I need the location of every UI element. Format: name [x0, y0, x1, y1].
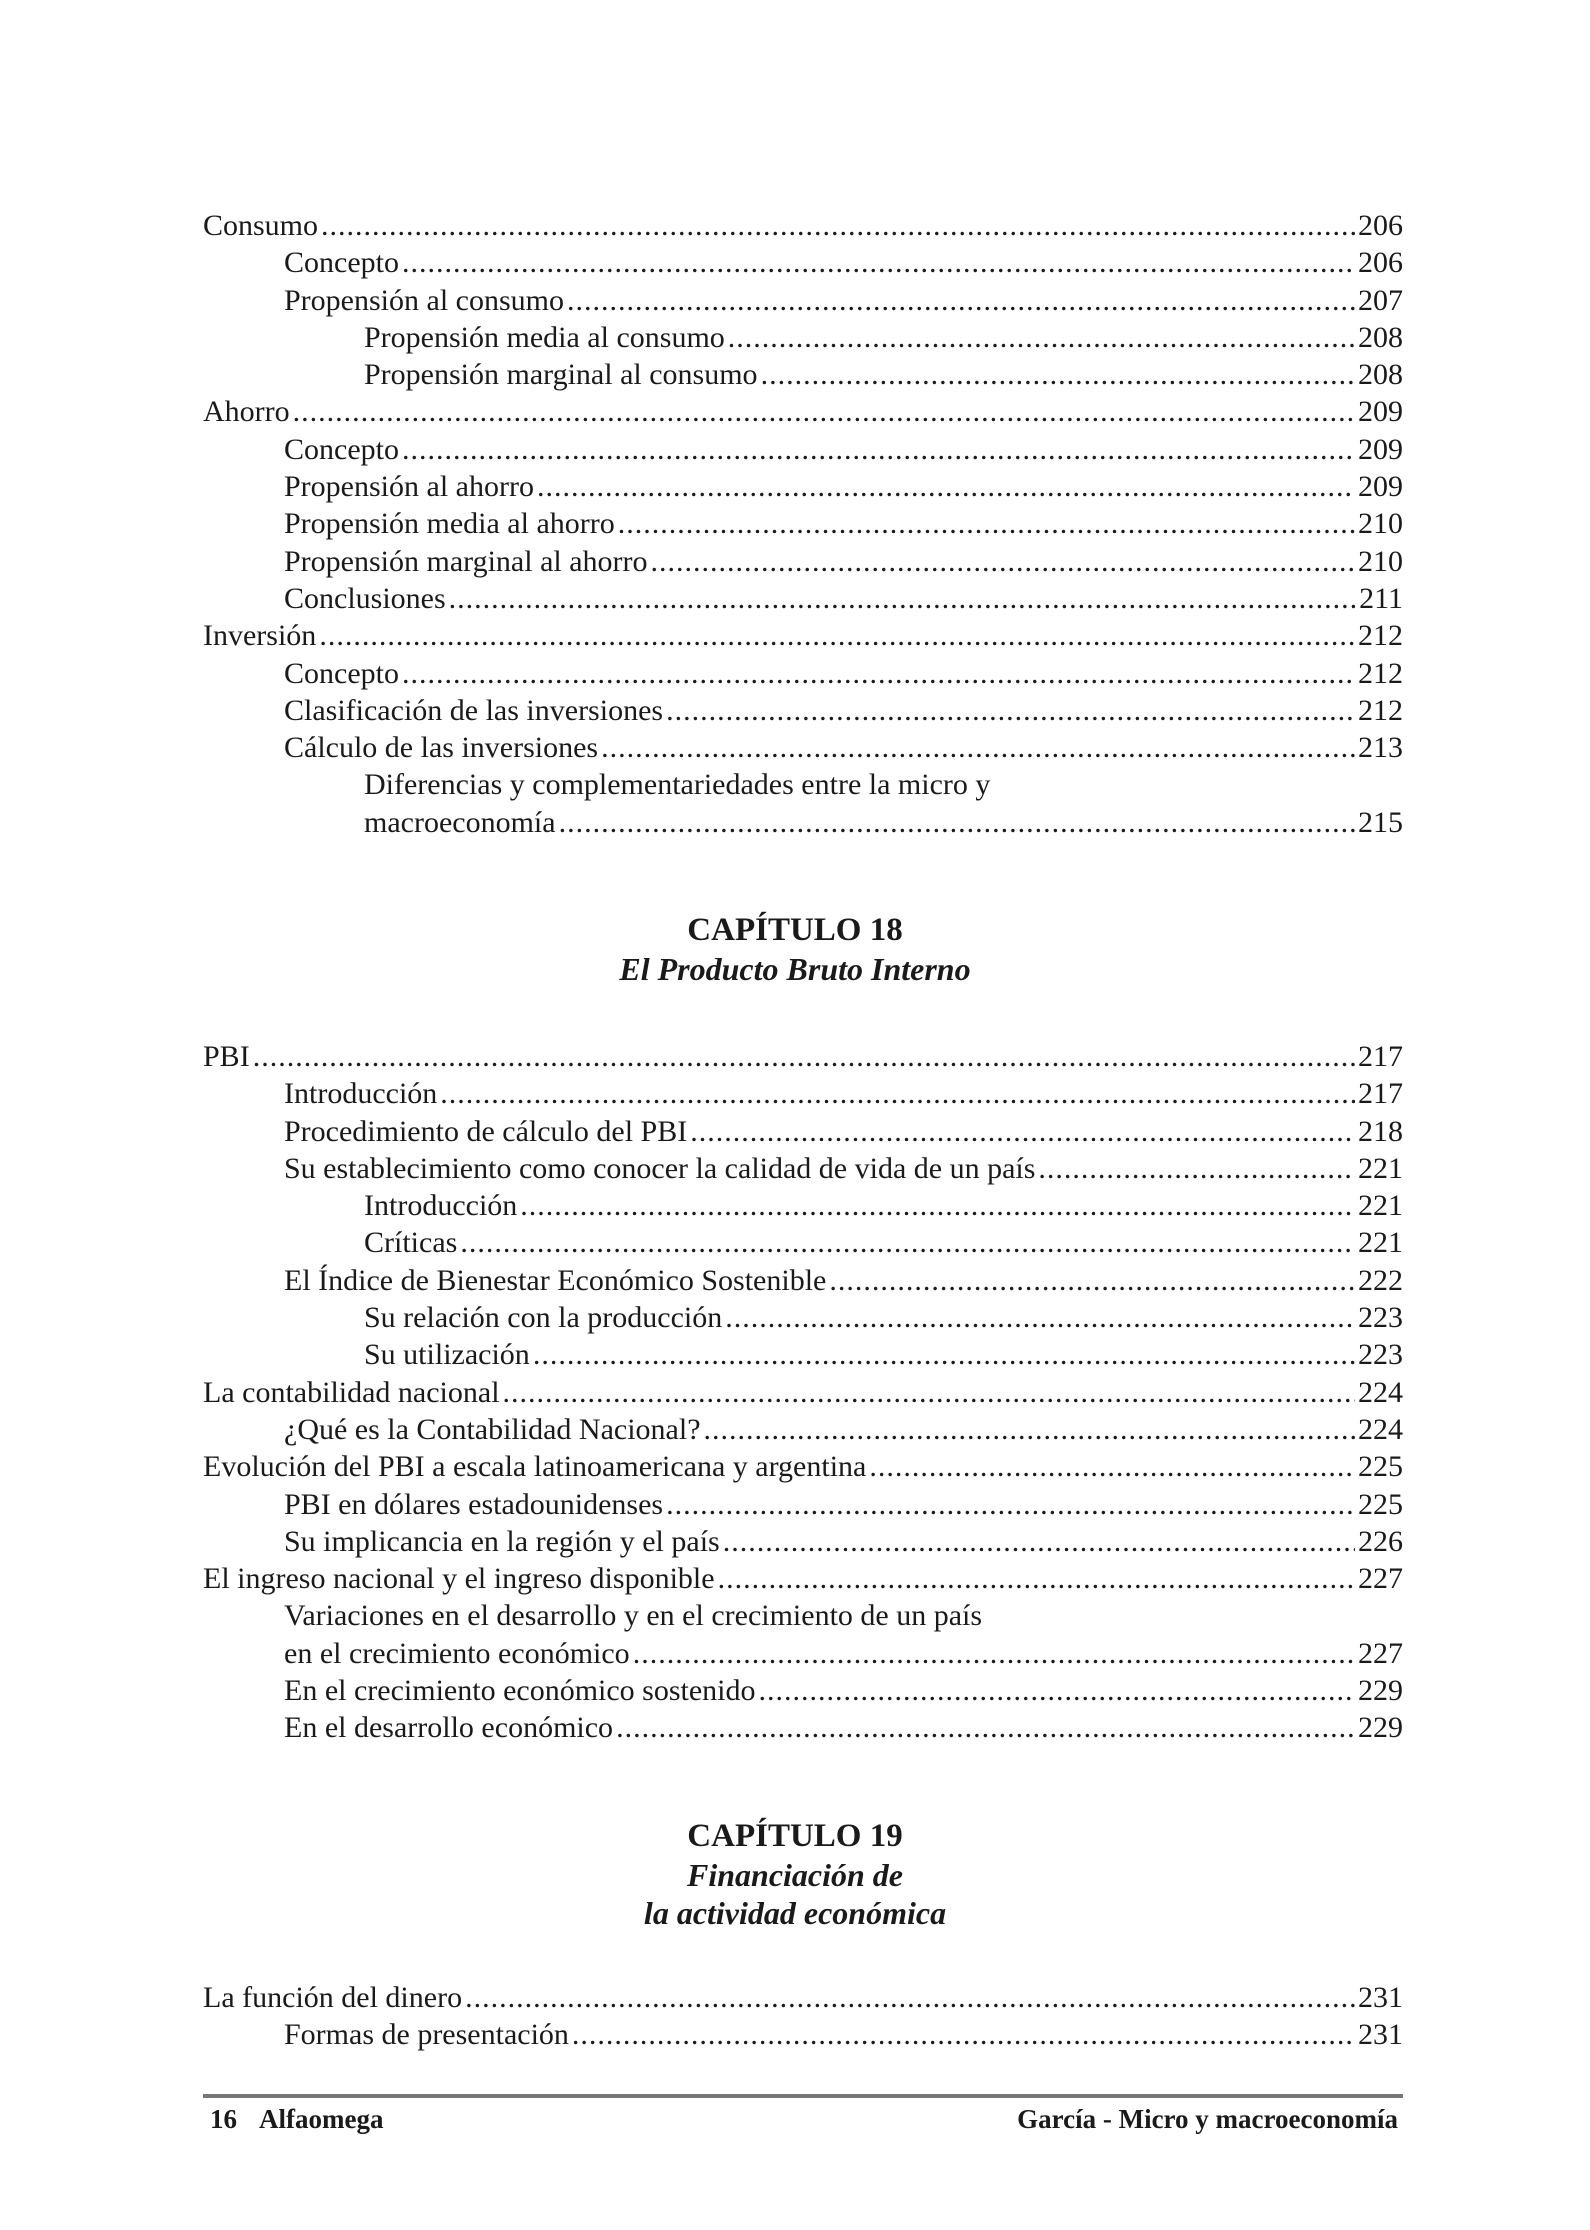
- toc-entry: [203, 1411, 1403, 1448]
- toc-entry-page: 208: [1358, 358, 1403, 392]
- toc-entry-page: 225: [1358, 1450, 1403, 1484]
- toc-entry-label: Propensión media al ahorro: [284, 507, 615, 541]
- toc-entry: [203, 617, 1403, 654]
- chapter-18-heading: [0, 910, 1590, 988]
- toc-entry: [203, 1038, 1403, 1075]
- toc-entry: [203, 244, 1403, 281]
- dot-leader: [690, 1113, 1355, 1150]
- toc-entry-label: Concepto: [284, 656, 399, 690]
- dot-leader: [537, 468, 1355, 505]
- dot-leader: [718, 1560, 1355, 1597]
- toc-entry-label: Concepto: [284, 432, 399, 466]
- toc-entry: [203, 655, 1403, 692]
- dot-leader: [829, 1262, 1355, 1299]
- toc-entry-page: 213: [1358, 731, 1403, 765]
- toc-entry: [203, 2016, 1403, 2053]
- dot-leader: [503, 1374, 1355, 1411]
- toc-entry-page: 211: [1359, 581, 1403, 615]
- footer-left: [210, 2104, 383, 2135]
- toc-entry: [203, 1523, 1403, 1560]
- toc-entry: [203, 729, 1403, 766]
- toc-entry-page: 206: [1358, 246, 1403, 280]
- toc-entry: [203, 282, 1403, 319]
- toc-entry: [203, 356, 1403, 393]
- toc-entry-label: Críticas: [364, 1226, 458, 1260]
- dot-leader: [440, 1075, 1355, 1112]
- dot-leader: [723, 1523, 1355, 1560]
- chapter-number: CAPÍTULO 18: [687, 912, 903, 948]
- dot-leader: [460, 1224, 1355, 1261]
- toc-entry-page: 212: [1358, 693, 1403, 727]
- toc-entry-label: Procedimiento de cálculo del PBI: [284, 1114, 688, 1148]
- toc-entry: [203, 207, 1403, 244]
- dot-leader: [666, 1486, 1355, 1523]
- toc-entry-page: 212: [1358, 619, 1403, 653]
- toc-entry: [203, 431, 1403, 468]
- toc-entry-label: La función del dinero: [203, 1981, 463, 2014]
- toc-entry-page: 224: [1358, 1412, 1403, 1446]
- footer-book-title: García - Micro y macroeconomía: [1017, 2104, 1398, 2134]
- toc-entry-label: Su establecimiento como conocer la calidad de vida de un país: [284, 1151, 1036, 1185]
- toc-entry-label: Propensión marginal al ahorro: [284, 544, 648, 578]
- toc-entry: [203, 1672, 1403, 1709]
- toc-entry: [203, 393, 1403, 430]
- dot-leader: [465, 1979, 1355, 2016]
- toc-entry: [203, 468, 1403, 505]
- chapter-title-line: El Producto Bruto Interno: [619, 951, 971, 987]
- toc-entry-page: 222: [1358, 1263, 1403, 1297]
- toc-section-capitulo-19: [203, 1979, 1403, 2054]
- toc-entry-label: macroeconomía: [364, 805, 556, 839]
- toc-entry-label: PBI: [203, 1040, 250, 1073]
- toc-entry: [203, 319, 1403, 356]
- toc-section-capitulo-17: [203, 207, 1403, 841]
- toc-section-capitulo-18: [203, 1038, 1403, 1747]
- toc-entry-label: Concepto: [284, 246, 399, 280]
- toc-entry-label: La contabilidad nacional: [203, 1375, 500, 1409]
- toc-entry-label: Diferencias y complementariedades entre la micro y: [364, 768, 991, 802]
- toc-entry-page: 221: [1358, 1226, 1403, 1260]
- toc-entry: [203, 1187, 1403, 1224]
- toc-entry: [203, 1224, 1403, 1261]
- toc-entry-page: 229: [1358, 1711, 1403, 1745]
- toc-entry-label: Inversión: [203, 619, 317, 653]
- toc-entry-page: 231: [1358, 1981, 1403, 2014]
- toc-entry: [203, 1486, 1403, 1523]
- toc-entry-label: Conclusiones: [284, 581, 446, 615]
- toc-entry-label: Consumo: [203, 209, 319, 242]
- toc-entry-page: 209: [1358, 432, 1403, 466]
- toc-entry-label: PBI en dólares estadounidenses: [284, 1487, 664, 1521]
- dot-leader: [1038, 1150, 1355, 1187]
- dot-leader: [402, 244, 1355, 281]
- toc-entry-page: 208: [1358, 320, 1403, 354]
- toc-entry: [203, 766, 1403, 803]
- dot-leader: [666, 692, 1355, 729]
- toc-entry-label: en el crecimiento económico: [284, 1636, 630, 1670]
- toc-entry-page: 221: [1358, 1151, 1403, 1185]
- dot-leader: [449, 580, 1356, 617]
- dot-leader: [559, 804, 1355, 841]
- toc-entry-label: Ahorro: [203, 395, 290, 429]
- toc-entry-page: 206: [1358, 209, 1403, 242]
- toc-entry: [203, 1448, 1403, 1485]
- toc-entry: [203, 1709, 1403, 1746]
- toc-entry-page: 223: [1358, 1338, 1403, 1372]
- toc-entry-page: 226: [1358, 1524, 1403, 1558]
- dot-leader: [759, 1672, 1355, 1709]
- toc-entry: [203, 804, 1403, 841]
- dot-leader: [616, 1709, 1355, 1746]
- footer-page-number: 16: [210, 2104, 237, 2134]
- toc-entry-label: Clasificación de las inversiones: [284, 693, 664, 727]
- dot-leader: [533, 1336, 1355, 1373]
- toc-entry-label: El Índice de Bienestar Económico Sostenible: [284, 1263, 827, 1297]
- dot-leader: [728, 319, 1355, 356]
- toc-entry: [203, 1150, 1403, 1187]
- toc-entry-page: 212: [1358, 656, 1403, 690]
- dot-leader: [704, 1411, 1355, 1448]
- chapter-number: CAPÍTULO 19: [687, 1818, 903, 1854]
- dot-leader: [601, 729, 1355, 766]
- dot-leader: [725, 1299, 1355, 1336]
- toc-entry: [203, 692, 1403, 729]
- toc-entry-page: 225: [1358, 1487, 1403, 1521]
- toc-entry-label: Su relación con la producción: [364, 1301, 723, 1335]
- dot-leader: [319, 617, 1355, 654]
- toc-entry-page: 227: [1358, 1636, 1403, 1670]
- toc-entry-page: 223: [1358, 1301, 1403, 1335]
- toc-entry: [203, 1979, 1403, 2016]
- chapter-title-line: Financiación de: [686, 1857, 903, 1893]
- dot-leader: [520, 1187, 1355, 1224]
- chapter-19-heading: [0, 1816, 1590, 1932]
- toc-entry-page: 215: [1358, 805, 1403, 839]
- toc-entry-label: En el desarrollo económico: [284, 1711, 614, 1745]
- toc-entry: [203, 1560, 1403, 1597]
- dot-leader: [567, 282, 1355, 319]
- toc-entry-page: 227: [1358, 1562, 1403, 1596]
- toc-entry-page: 229: [1358, 1674, 1403, 1708]
- dot-leader: [651, 543, 1355, 580]
- toc-entry-label: Propensión al consumo: [284, 283, 564, 317]
- toc-entry: [203, 1597, 1403, 1634]
- toc-entry-label: Su utilización: [364, 1338, 530, 1372]
- toc-entry: [203, 1262, 1403, 1299]
- toc-entry-page: 217: [1358, 1077, 1403, 1111]
- toc-entry-label: Propensión media al consumo: [364, 320, 725, 354]
- toc-entry-page: 224: [1358, 1375, 1403, 1409]
- toc-entry: [203, 1374, 1403, 1411]
- toc-entry-label: Introducción: [284, 1077, 438, 1111]
- dot-leader: [402, 431, 1355, 468]
- dot-leader: [869, 1448, 1355, 1485]
- footer-publisher: Alfaomega: [259, 2104, 384, 2134]
- toc-entry-label: En el crecimiento económico sostenido: [284, 1674, 756, 1708]
- dot-leader: [572, 2016, 1355, 2053]
- dot-leader: [618, 505, 1355, 542]
- toc-entry: [203, 1075, 1403, 1112]
- dot-leader: [761, 356, 1355, 393]
- toc-entry: [203, 505, 1403, 542]
- toc-entry-label: El ingreso nacional y el ingreso disponible: [203, 1562, 715, 1596]
- toc-entry-page: 218: [1358, 1114, 1403, 1148]
- toc-entry-label: Su implicancia en la región y el país: [284, 1524, 720, 1558]
- toc-entry-label: Introducción: [364, 1189, 518, 1223]
- toc-entry-page: 221: [1358, 1189, 1403, 1223]
- dot-leader: [321, 207, 1355, 244]
- footer-divider: [203, 2094, 1403, 2098]
- toc-entry-page: 207: [1358, 283, 1403, 317]
- toc-entry-page: 209: [1358, 395, 1403, 429]
- toc-entry: [203, 1299, 1403, 1336]
- chapter-title-line: la actividad económica: [643, 1895, 947, 1931]
- dot-leader: [293, 393, 1355, 430]
- toc-entry: [203, 580, 1403, 617]
- dot-leader: [402, 655, 1355, 692]
- toc-entry-page: 209: [1358, 470, 1403, 504]
- toc-entry-page: 231: [1358, 2018, 1403, 2052]
- toc-entry: [203, 1635, 1403, 1672]
- toc-entry-label: Formas de presentación: [284, 2018, 569, 2052]
- dot-leader: [633, 1635, 1355, 1672]
- toc-entry: [203, 1336, 1403, 1373]
- toc-entry-label: Variaciones en el desarrollo y en el crecimiento de un país: [284, 1599, 983, 1633]
- toc-entry-label: Evolución del PBI a escala latinoamericana y argentina: [203, 1450, 867, 1484]
- toc-entry-label: Cálculo de las inversiones: [284, 731, 599, 765]
- toc-entry-label: ¿Qué es la Contabilidad Nacional?: [284, 1412, 701, 1446]
- toc-entry: [203, 1113, 1403, 1150]
- dot-leader: [253, 1038, 1355, 1075]
- toc-entry-page: 217: [1358, 1040, 1403, 1073]
- toc-entry: [203, 543, 1403, 580]
- toc-entry-label: Propensión al ahorro: [284, 470, 534, 504]
- toc-entry-label: Propensión marginal al consumo: [364, 358, 758, 392]
- toc-entry-page: 210: [1358, 507, 1403, 541]
- toc-entry-page: 210: [1358, 544, 1403, 578]
